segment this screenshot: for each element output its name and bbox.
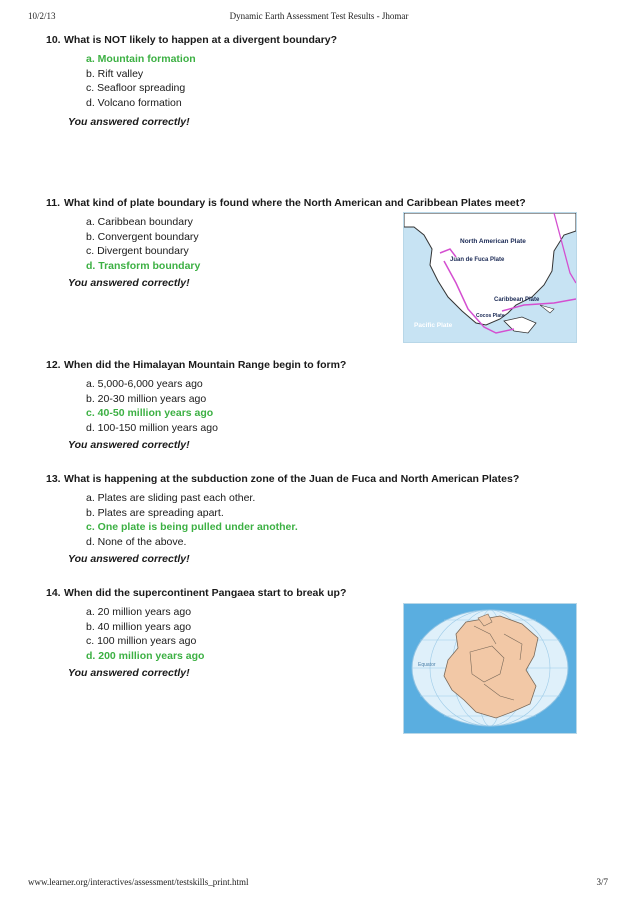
answer-option: b. Convergent boundary (86, 230, 199, 243)
question-text: 14. When did the supercontinent Pangaea start to break up? (46, 587, 347, 599)
plate-map-graphic (404, 213, 576, 342)
answer-list (86, 52, 196, 110)
answer-option: b. 20-30 million years ago (86, 392, 207, 405)
map-label-juan-de-fuca-plate: Juan de Fuca Plate (450, 257, 505, 263)
answer-feedback: You answered correctly! (68, 439, 190, 451)
answer-option: c. Divergent boundary (86, 245, 189, 258)
answer-list (86, 215, 200, 273)
answer-option: d. Transform boundary (86, 259, 201, 272)
question-text: 11. What kind of plate boundary is found where the North American and Caribbean Plates meet? (46, 197, 526, 209)
answer-option: a. Plates are sliding past each other. (86, 492, 256, 504)
page-url: www.learner.org/interactives/assessment/testskills_print.html (28, 877, 249, 887)
page-title: Dynamic Earth Assessment Test Results - Jhomar (229, 11, 409, 21)
answer-option: c. Seafloor spreading (86, 82, 186, 95)
answer-option: d. 100-150 million years ago (86, 421, 218, 434)
pangaea-map-graphic (404, 604, 576, 733)
answer-list (86, 377, 218, 435)
answer-feedback: You answered correctly! (68, 667, 190, 679)
map-label-cocos-plate: Cocos Plate (476, 313, 505, 319)
answer-option: c. 100 million years ago (86, 635, 197, 648)
answer-option: a. Mountain formation (86, 53, 196, 65)
page-number: 3/7 (596, 877, 608, 887)
print-date: 10/2/13 (28, 11, 56, 21)
answer-option: d. 200 million years ago (86, 649, 205, 662)
answer-feedback: You answered correctly! (68, 116, 190, 128)
map-label-north-american-plate: North American Plate (460, 238, 526, 245)
island-landmass (540, 305, 554, 313)
answer-option: a. 5,000-6,000 years ago (86, 378, 203, 390)
map-label-pacific-plate: Pacific Plate (414, 322, 453, 329)
answer-option: d. Volcano formation (86, 96, 182, 109)
answer-option: b. Rift valley (86, 67, 144, 80)
answer-list (86, 605, 204, 663)
answer-option: a. 20 million years ago (86, 606, 192, 618)
plate-boundary-map (403, 212, 577, 343)
answer-option: b. 40 million years ago (86, 620, 192, 633)
pangaea-map (403, 603, 577, 734)
answer-option: a. Caribbean boundary (86, 216, 193, 228)
map-label-caribbean-plate: Caribbean Plate (494, 297, 540, 303)
map-label-equator: Equator (418, 662, 436, 668)
question-text: 13. What is happening at the subduction zone of the Juan de Fuca and North American Plates? (46, 473, 520, 485)
answer-feedback: You answered correctly! (68, 553, 190, 565)
answer-option: c. 40-50 million years ago (86, 407, 214, 420)
answer-feedback: You answered correctly! (68, 277, 190, 289)
answer-option: d. None of the above. (86, 535, 187, 548)
answer-list (86, 491, 298, 549)
question-text: 10. What is NOT likely to happen at a divergent boundary? (46, 34, 338, 46)
question-text: 12. When did the Himalayan Mountain Range begin to form? (46, 359, 347, 371)
answer-option: c. One plate is being pulled under another. (86, 521, 298, 534)
answer-option: b. Plates are spreading apart. (86, 506, 224, 519)
